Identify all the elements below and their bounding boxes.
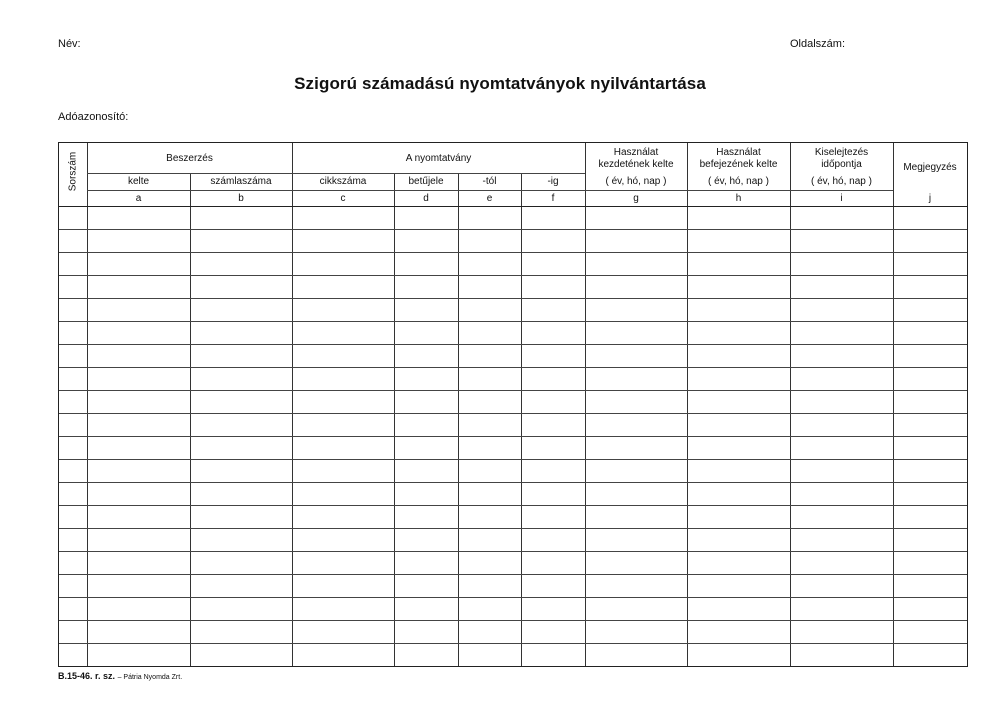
form-header: A nyomtatvány bbox=[405, 153, 472, 164]
use-end-header bbox=[687, 147, 790, 171]
table-row-divider bbox=[59, 505, 967, 506]
table-row-divider bbox=[59, 528, 967, 529]
header-divider bbox=[59, 206, 967, 207]
col-letter: d bbox=[423, 193, 429, 204]
table-row-divider bbox=[59, 620, 967, 621]
register-table bbox=[58, 142, 968, 667]
name-label: Név: bbox=[58, 38, 81, 50]
discard-line1: Kiselejtezés bbox=[814, 147, 869, 158]
col-divider bbox=[458, 173, 459, 666]
header-divider bbox=[87, 173, 585, 174]
col-divider bbox=[790, 143, 791, 666]
col-divider bbox=[521, 173, 522, 666]
remark-header: Megjegyzés bbox=[903, 162, 957, 173]
table-row-divider bbox=[59, 459, 967, 460]
sub-header-sign: betűjele bbox=[408, 176, 444, 187]
col-letter: b bbox=[238, 193, 244, 204]
col-letter: a bbox=[135, 193, 142, 204]
table-row-divider bbox=[59, 229, 967, 230]
col-divider bbox=[87, 143, 88, 666]
table-row-divider bbox=[59, 413, 967, 414]
use-end-line2: befejezének kelte bbox=[699, 159, 778, 170]
discard-header bbox=[790, 147, 893, 171]
table-row-divider bbox=[59, 574, 967, 575]
col-letter: f bbox=[551, 193, 555, 204]
table-row-divider bbox=[59, 367, 967, 368]
date-format-i: ( év, hó, nap ) bbox=[811, 176, 872, 187]
use-start-line1: Használat bbox=[613, 147, 659, 158]
footer bbox=[58, 671, 182, 681]
table-row-divider bbox=[59, 436, 967, 437]
col-divider bbox=[893, 143, 894, 666]
page-title: Szigorú számadású nyomtatványok nyilvántartása bbox=[294, 74, 706, 93]
serial-header: Sorszám bbox=[67, 151, 79, 192]
tax-id-label: Adóazonosító: bbox=[58, 111, 129, 123]
sub-header-from: -tól bbox=[482, 176, 497, 187]
col-letter: h bbox=[735, 193, 742, 204]
date-format-g: ( év, hó, nap ) bbox=[605, 176, 667, 187]
use-end-line1: Használat bbox=[716, 147, 761, 158]
table-row-divider bbox=[59, 298, 967, 299]
col-divider bbox=[394, 173, 395, 666]
discard-line2: időpontja bbox=[821, 159, 862, 170]
publisher: – Pátria Nyomda Zrt. bbox=[117, 674, 183, 681]
use-start-line2: kezdetének kelte bbox=[598, 159, 674, 170]
col-letter: j bbox=[928, 193, 932, 204]
purchase-header: Beszerzés bbox=[166, 153, 213, 164]
sub-header-date: kelte bbox=[127, 176, 150, 187]
table-row-divider bbox=[59, 344, 967, 345]
table-row-divider bbox=[59, 643, 967, 644]
use-start-header bbox=[585, 147, 687, 171]
col-letter: e bbox=[486, 193, 493, 204]
sub-header-item-no: cikkszáma bbox=[319, 176, 367, 187]
table-row-divider bbox=[59, 390, 967, 391]
form-code: B.15-46. r. sz. bbox=[58, 671, 116, 681]
table-row-divider bbox=[59, 321, 967, 322]
table-row-divider bbox=[59, 252, 967, 253]
col-divider bbox=[292, 143, 293, 666]
table-row-divider bbox=[59, 597, 967, 598]
col-divider bbox=[687, 143, 688, 666]
header-divider bbox=[87, 190, 893, 191]
table-row-divider bbox=[59, 275, 967, 276]
sub-header-invoice: számlaszáma bbox=[210, 176, 272, 187]
col-divider bbox=[190, 173, 191, 666]
page-number-label: Oldalszám: bbox=[790, 38, 846, 50]
table-row-divider bbox=[59, 551, 967, 552]
col-letter: i bbox=[840, 193, 843, 204]
col-letter: g bbox=[633, 193, 639, 204]
col-letter: c bbox=[340, 193, 346, 204]
col-divider bbox=[585, 143, 586, 666]
table-row-divider bbox=[59, 482, 967, 483]
sub-header-to: -ig bbox=[547, 176, 559, 187]
date-format-h: ( év, hó, nap ) bbox=[708, 176, 769, 187]
